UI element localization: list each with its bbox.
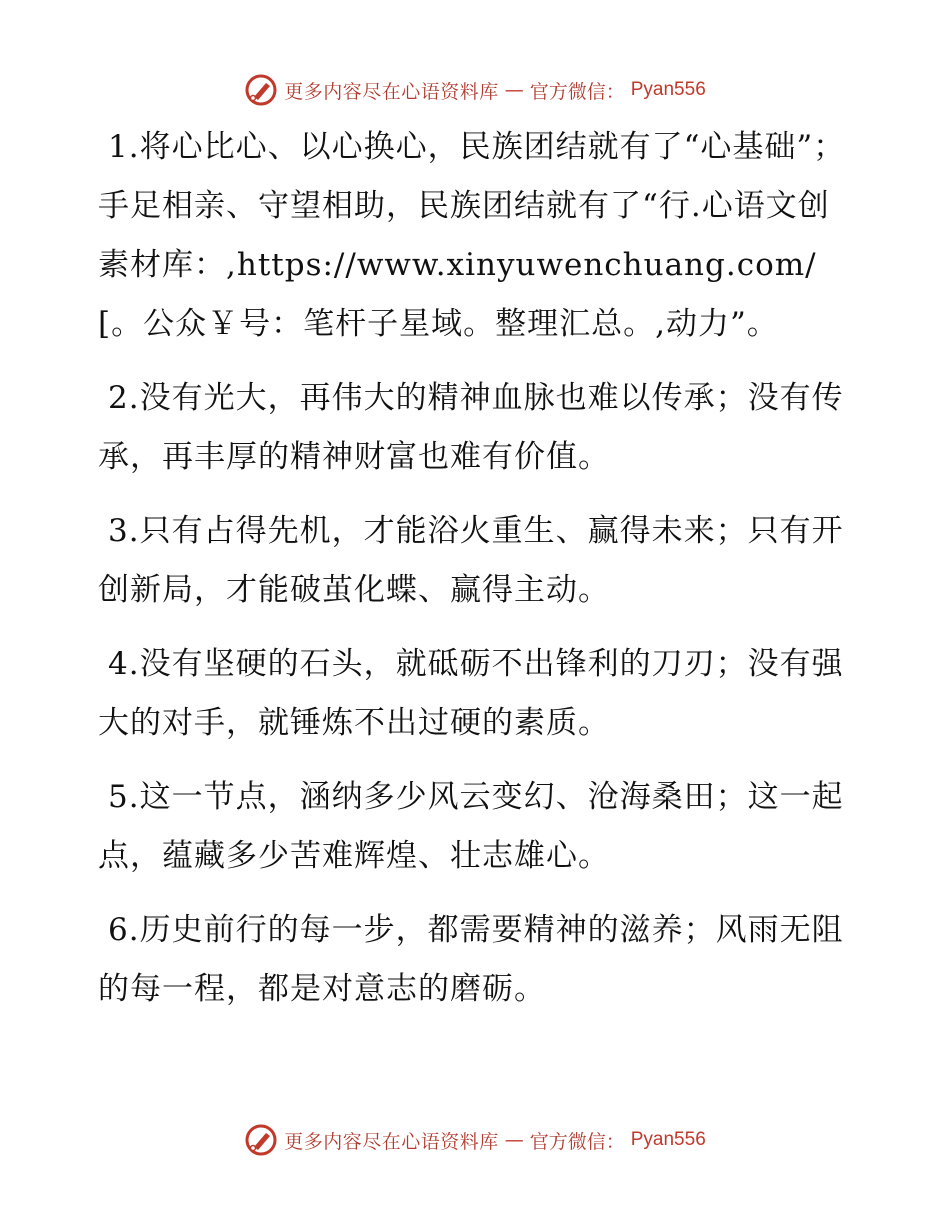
document-body xyxy=(98,118,858,1034)
paragraph-number: 1. xyxy=(108,129,140,165)
paragraph-number: 5. xyxy=(108,779,140,815)
paragraph-text: 没有光大，再伟大的精神血脉也难以传承；没有传承，再丰厚的精神财富也难有价值。 xyxy=(98,380,844,475)
pen-nib-logo-icon xyxy=(244,1123,278,1157)
paragraph-text: 将心比心、以心换心，民族团结就有了“心基础”；手足相亲、守望相助，民族团结就有了“行.心语文创素材库：,https://www.xinyuwenchuang.com/[。公众￥号：笔杆子星域。整理汇总。,动力”。 xyxy=(98,129,846,342)
banner-wechat-id: Pyan556 xyxy=(630,1129,706,1150)
paragraph-2 xyxy=(98,369,858,487)
paragraph-number: 3. xyxy=(108,513,140,549)
banner-dash: — xyxy=(504,1129,524,1151)
banner-dash: — xyxy=(504,79,524,101)
banner-wechat-label: 官方微信： xyxy=(529,1130,625,1153)
paragraph-4 xyxy=(98,635,858,753)
paragraph-1 xyxy=(98,118,858,354)
paragraph-text: 只有占得先机，才能浴火重生、赢得未来；只有开创新局，才能破茧化蝶、赢得主动。 xyxy=(98,513,844,608)
paragraph-text: 历史前行的每一步，都需要精神的滋养；风雨无阻的每一程，都是对意志的磨砺。 xyxy=(98,912,844,1007)
banner-wechat-label: 官方微信： xyxy=(529,80,625,103)
header-banner xyxy=(0,70,950,110)
paragraph-number: 6. xyxy=(108,912,140,948)
paragraph-number: 4. xyxy=(108,646,140,682)
paragraph-6 xyxy=(98,901,858,1019)
footer-banner xyxy=(0,1120,950,1160)
pen-nib-logo-icon xyxy=(244,73,278,107)
banner-brand: 更多内容尽在心语资料库 xyxy=(284,80,499,103)
paragraph-3 xyxy=(98,502,858,620)
banner-wechat-id: Pyan556 xyxy=(630,79,706,100)
banner-brand: 更多内容尽在心语资料库 xyxy=(284,1130,499,1153)
paragraph-5 xyxy=(98,768,858,886)
paragraph-number: 2. xyxy=(108,380,140,416)
paragraph-text: 没有坚硬的石头，就砥砺不出锋利的刀刃；没有强大的对手，就锤炼不出过硬的素质。 xyxy=(98,646,844,741)
paragraph-text: 这一节点，涵纳多少风云变幻、沧海桑田；这一起点，蕴藏多少苦难辉煌、壮志雄心。 xyxy=(98,779,844,874)
